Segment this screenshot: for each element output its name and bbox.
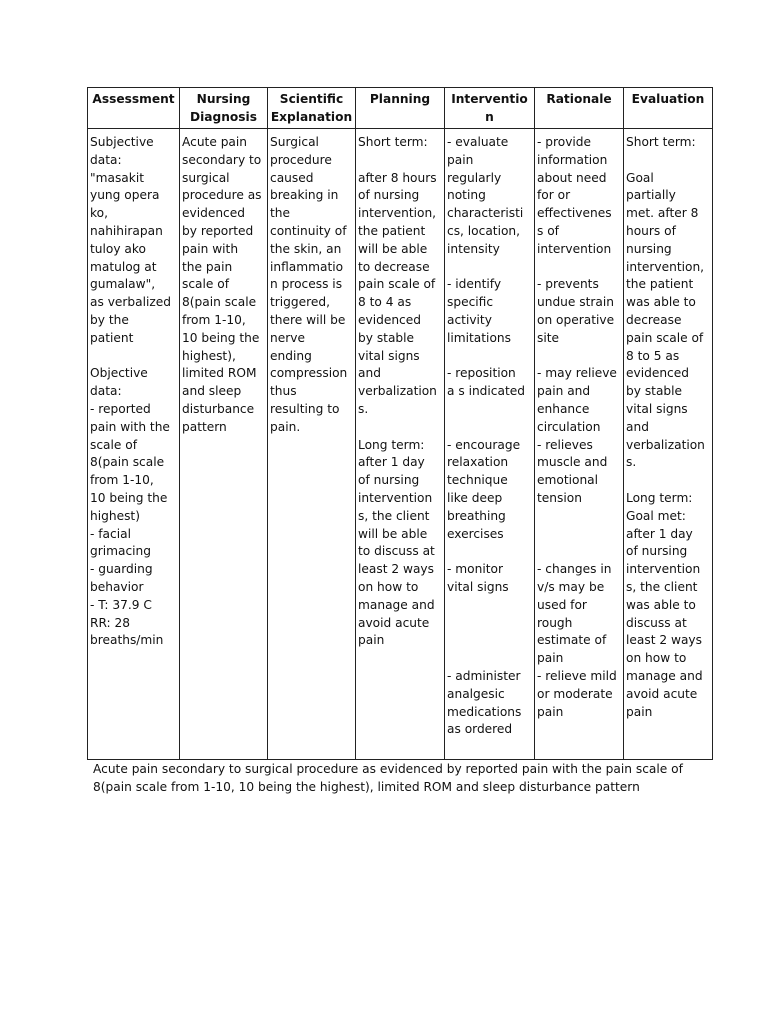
table-header-row [88,88,713,129]
table-row [88,129,713,760]
header-planning: Planning [356,88,445,129]
cell-scientific-explanation: Surgical procedure caused breaking in the continuity of the skin, an inflammatio n process is triggered, there will be nerve ending compression thus resulting to pain. [268,129,356,760]
header-intervention: Intervention [445,88,535,129]
header-evaluation: Evaluation [624,88,713,129]
cell-nursing-diagnosis: Acute pain secondary to surgical procedure as evidenced by reported pain with the pain scale of 8(pain scale from 1-10, 10 being the highest), limited ROM and sleep disturbance pattern [180,129,268,760]
header-rationale: Rationale [535,88,624,129]
header-nursing-diagnosis: Nursing Diagnosis [180,88,268,129]
cell-intervention: - evaluate pain regularly noting characteristi cs, location, intensity - identify specific activity limitations - reposition a s indicated - encourage relaxation technique like deep breathing exercises - monitor vital signs - administer analgesic medications as ordered [445,129,535,760]
nursing-care-plan-table [87,87,713,760]
header-scientific-explanation: Scientific Explanation [268,88,356,129]
cell-evaluation: Short term: Goal partially met. after 8 hours of nursing intervention, the patient was able to decrease pain scale of 8 to 5 as evidenced by stable vital signs and verbalization s. Long term: Goal met: after 1 day of nursing intervention s, the client was able to discuss at least 2 ways on how to manage and avoid acute pain [624,129,713,760]
cell-planning: Short term: after 8 hours of nursing intervention, the patient will be able to decrease pain scale of 8 to 4 as evidenced by stable vital signs and verbalization s. Long term: after 1 day of nursing intervention s, the client will be able to discuss at least 2 ways on how to manage and avoid acute pain [356,129,445,760]
diagnosis-caption: Acute pain secondary to surgical procedure as evidenced by reported pain with the pain scale of 8(pain scale from 1-10, 10 being the highest), limited ROM and sleep disturbance pattern [93,762,683,794]
cell-rationale: - provide information about need for or effectivenes s of intervention - prevents undue strain on operative site - may relieve pain and enhance circulation - relieves muscle and emotional tension - changes in v/s may be used for rough estimate of pain - relieve mild or moderate pain [535,129,624,760]
cell-assessment: Subjective data: "masakit yung opera ko, nahihirapan tuloy ako matulog at gumalaw", as verbalized by the patient Objective data: - reported pain with the scale of 8(pain scale from 1-10, 10 being the highest) - facial grimacing - guarding behavior - T: 37.9 C RR: 28 breaths/min [88,129,180,760]
header-assessment: Assessment [88,88,180,129]
